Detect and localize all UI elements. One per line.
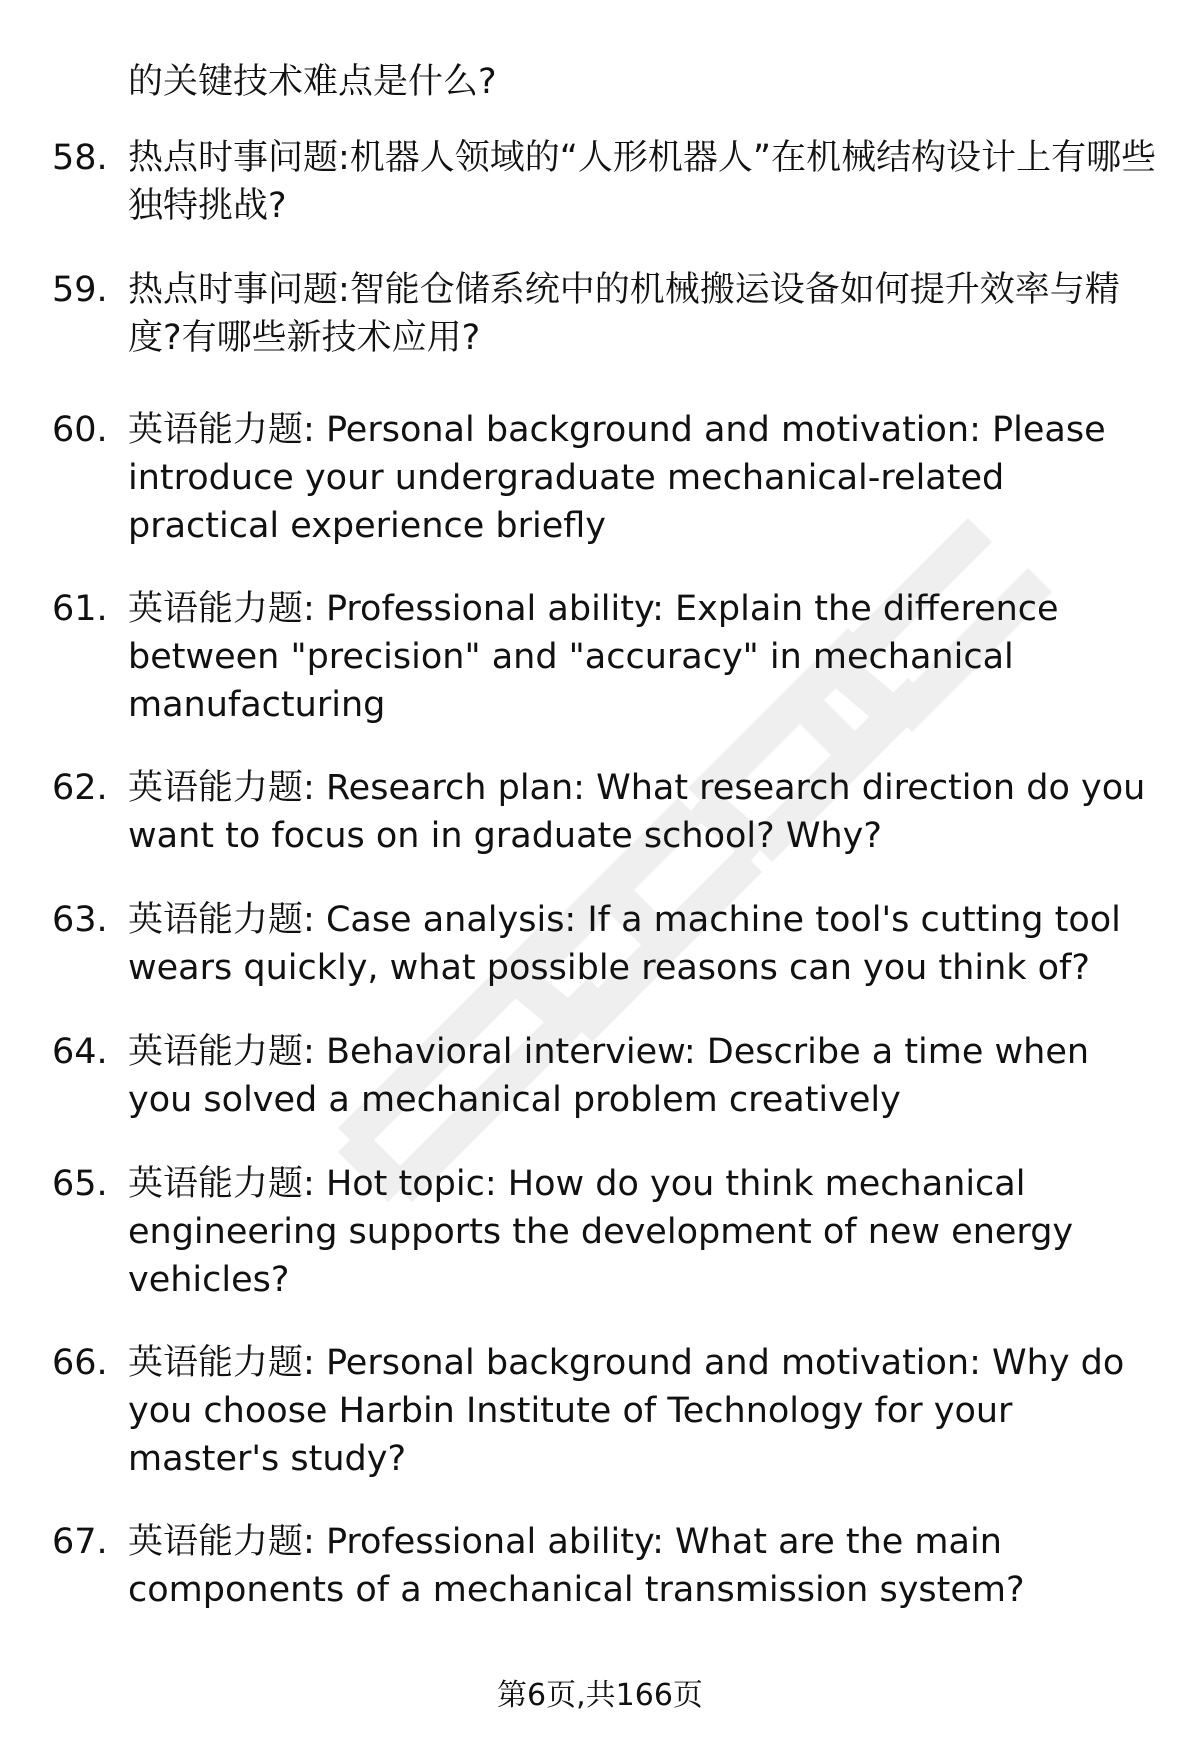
question-body: Professional ability: Explain the difference between "precision" and "accuracy" in mechanical manufacturing bbox=[128, 589, 1059, 725]
question-body: Personal background and motivation: Please introduce your undergraduate mechanical-related practical experience briefly bbox=[128, 410, 1106, 546]
question-body: Case analysis: If a machine tool's cutting tool wears quickly, what possible reasons can you think of? bbox=[128, 900, 1121, 988]
question-body: 智能仓储系统中的机械搬运设备如何提升效率与精度?有哪些新技术应用? bbox=[128, 270, 1120, 358]
question-number: 67. bbox=[52, 1522, 108, 1562]
question-body: Personal background and motivation: Why do you choose Harbin Institute of Technology for your master's study? bbox=[128, 1343, 1125, 1479]
question-number: 61. bbox=[52, 589, 108, 629]
question-text bbox=[128, 585, 1158, 729]
question-category: 英语能力题: bbox=[128, 900, 315, 940]
question-number: 62. bbox=[52, 768, 108, 808]
question-number: 65. bbox=[52, 1164, 108, 1204]
question-category: 英语能力题: bbox=[128, 1343, 315, 1383]
question-body: Behavioral interview: Describe a time when you solved a mechanical problem creatively bbox=[128, 1032, 1090, 1120]
question-body: Research plan: What research direction do you want to focus on in graduate school? Why? bbox=[128, 768, 1146, 856]
question-text bbox=[128, 764, 1158, 860]
page-number: 第6页,共166页 bbox=[497, 1678, 703, 1713]
question-number: 66. bbox=[52, 1343, 108, 1383]
question-category: 英语能力题: bbox=[128, 1032, 315, 1072]
question-category: 热点时事问题: bbox=[128, 270, 350, 310]
question-body: 机器人领域的“人形机器人”在机械结构设计上有哪些独特挑战? bbox=[128, 138, 1157, 226]
question-text bbox=[128, 896, 1158, 992]
question-text bbox=[128, 406, 1158, 550]
question-number: 59. bbox=[52, 270, 108, 310]
question-number: 63. bbox=[52, 900, 108, 940]
question-category: 英语能力题: bbox=[128, 1164, 315, 1204]
continuation-text: 的关键技术难点是什么? bbox=[128, 62, 497, 102]
question-text bbox=[128, 134, 1158, 230]
question-number: 58. bbox=[52, 138, 108, 178]
question-category: 英语能力题: bbox=[128, 589, 315, 629]
question-category: 英语能力题: bbox=[128, 768, 315, 808]
question-category: 英语能力题: bbox=[128, 410, 315, 450]
question-body: Professional ability: What are the main components of a mechanical transmission system? bbox=[128, 1522, 1025, 1610]
question-text bbox=[128, 1160, 1158, 1304]
question-category: 热点时事问题: bbox=[128, 138, 350, 178]
question-text bbox=[128, 1028, 1158, 1124]
question-number: 60. bbox=[52, 410, 108, 450]
question-text bbox=[128, 1339, 1158, 1483]
question-text bbox=[128, 1518, 1158, 1614]
question-text bbox=[128, 266, 1158, 362]
question-category: 英语能力题: bbox=[128, 1522, 315, 1562]
question-number: 64. bbox=[52, 1032, 108, 1072]
question-body: Hot topic: How do you think mechanical engineering supports the development of new energy vehicles? bbox=[128, 1164, 1074, 1300]
